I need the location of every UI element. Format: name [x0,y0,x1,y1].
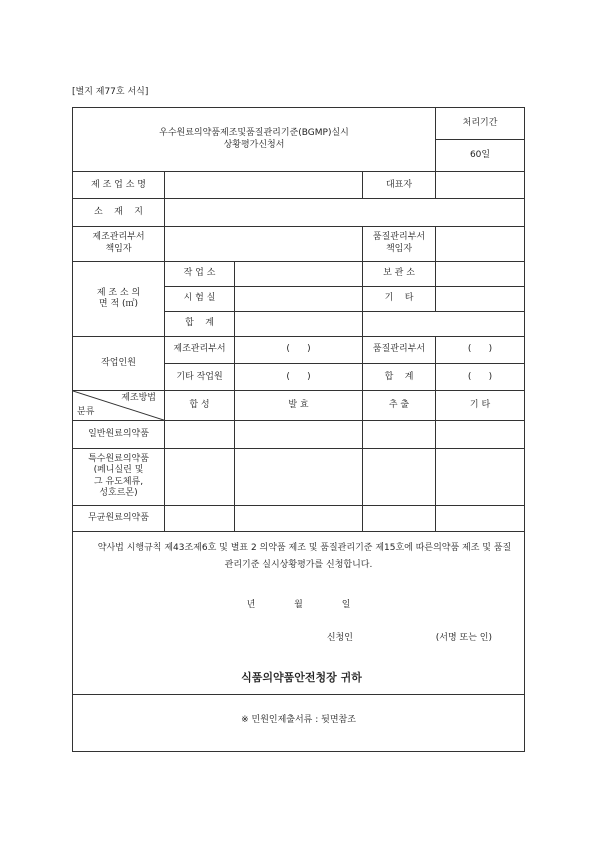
qc-dept-label: 품질관리부서 [363,337,436,364]
statement-text: 약사법 시행규칙 제43조제6호 및 별표 2 의약품 제조 및 품질관리기준 제15호에 따른의약품 제조 및 품질관리기준 실시상황평가를 신청합니다. [97,542,512,570]
cell-sterile-extraction[interactable] [363,505,436,531]
other-area-label: 기 타 [363,286,436,311]
attachment-note: ※ 민원인제출서류 : 뒷면참조 [241,714,356,725]
qc-manager-field[interactable] [436,226,525,261]
date-field-month[interactable]: 월 [294,600,303,611]
application-statement-box [73,531,525,694]
cell-special-fermentation[interactable] [235,448,363,505]
workers-total-count-field[interactable]: ( ) [436,364,525,391]
method-col-synthesis: 합 성 [165,391,235,421]
date-field-year[interactable]: 년 [246,600,256,611]
lab-label: 시 험 실 [165,286,235,311]
blank-cell [363,311,525,336]
location-field[interactable] [165,199,525,226]
method-col-extraction: 추 출 [363,391,436,421]
date-field-day[interactable]: 일 [341,600,351,611]
title-line2: 상황평가신청서 [223,139,285,150]
application-form [72,107,525,752]
applicant-label: 신청인 [326,633,353,644]
form-title [73,108,436,172]
total-area-field[interactable] [235,311,363,336]
title-line1: 우수원료의약품제조및품질관리기준(BGMP)실시 [159,128,349,139]
attachment-note-box [73,694,525,751]
qc-dept-count-field[interactable]: ( ) [436,337,525,364]
category-special: 특수원료의약품 (페니실린 및 그 유도체류, 성호르몬) [73,448,165,505]
cell-special-synthesis[interactable] [165,448,235,505]
mfg-manager-label: 제조관리부서 책임자 [73,226,165,261]
other-workers-count-field[interactable]: ( ) [235,364,363,391]
signature-label: (서명 또는 인) [435,633,493,644]
work-area-label: 작 업 소 [165,261,235,286]
method-category-header [73,391,165,421]
lab-field[interactable] [235,286,363,311]
processing-period-label: 처리기간 [436,108,525,140]
category-header-label: 분류 [77,407,95,418]
cell-general-fermentation[interactable] [235,421,363,448]
storage-label: 보 관 소 [363,261,436,286]
category-sterile: 무균원료의약품 [73,505,165,531]
workers-total-label: 합 계 [363,364,436,391]
form-label: [별지 제77호 서식] [72,87,149,97]
other-area-field[interactable] [436,286,525,311]
cell-general-extraction[interactable] [363,421,436,448]
method-col-other: 기 타 [436,391,525,421]
representative-field[interactable] [436,172,525,199]
manufacturer-name-label: 제 조 업 소 명 [73,172,165,199]
workers-label: 작업인원 [73,337,165,391]
signature-line [85,633,512,644]
addressee: 식품의약품안전청장 귀하 [241,670,362,684]
total-area-label: 합 계 [165,311,235,336]
date-line [85,600,512,611]
other-workers-label: 기타 작업원 [165,364,235,391]
representative-label: 대표자 [363,172,436,199]
method-col-fermentation: 발 효 [235,391,363,421]
manufacturer-name-field[interactable] [165,172,363,199]
cell-special-other[interactable] [436,448,525,505]
category-general: 일반원료의약품 [73,421,165,448]
cell-sterile-fermentation[interactable] [235,505,363,531]
cell-general-synthesis[interactable] [165,421,235,448]
storage-field[interactable] [436,261,525,286]
processing-period-value: 60일 [436,140,525,172]
plant-area-label: 제 조 소 의 면 적 (㎡) [73,261,165,336]
mfg-manager-field[interactable] [165,226,363,261]
cell-special-extraction[interactable] [363,448,436,505]
location-label: 소 재 지 [73,199,165,226]
cell-general-other[interactable] [436,421,525,448]
cell-sterile-synthesis[interactable] [165,505,235,531]
work-area-field[interactable] [235,261,363,286]
mfg-dept-label: 제조관리부서 [165,337,235,364]
cell-sterile-other[interactable] [436,505,525,531]
method-header-label: 제조방법 [121,393,156,404]
qc-manager-label: 품질관리부서 책임자 [363,226,436,261]
mfg-dept-count-field[interactable]: ( ) [235,337,363,364]
